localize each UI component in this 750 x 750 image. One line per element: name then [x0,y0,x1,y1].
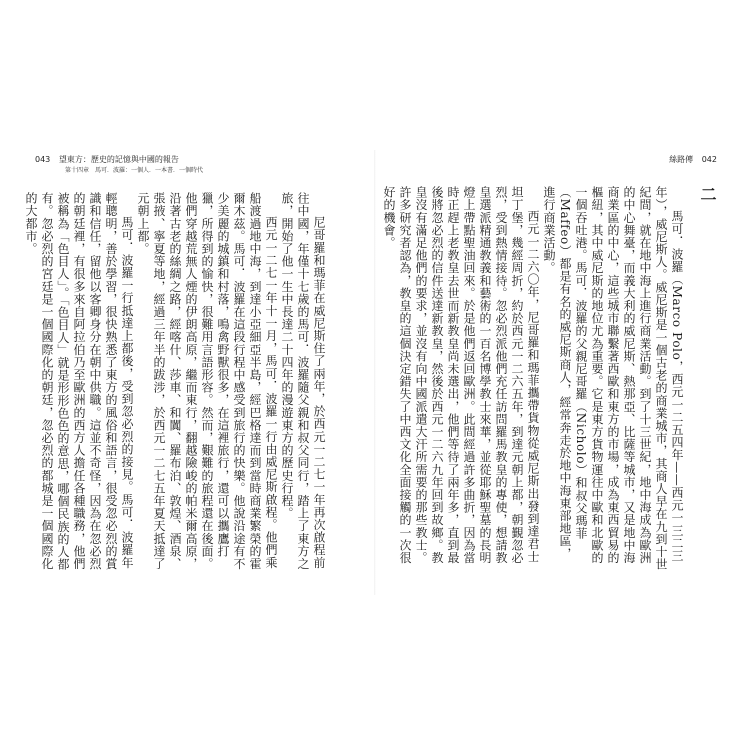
section-number: 二 [698,186,717,203]
right-paragraph-2: 西元一二六〇年，尼哥羅和瑪菲攜帶貨物從威尼斯出發到達君士坦丁堡，幾經周折，約於西元一二六五年，到達元朝上都，朝覲忽必烈，受到熱情接待。忽必烈派他們充任訪問羅馬教皇的專使，想請教皇選派精通教義和藝術的一百名博學教士來華，並從耶穌聖墓的長明燈上帶點聖油回來。於是他們返回歐洲。此間經過許多曲折，因為當時正趕上老教皇去世而新教皇尚未選出，他們等待了兩年多，直到最後將忽必烈的信件送達新教皇，然後於西元一二六九年回到故鄉。教皇沒有滿足他們的要求，並沒有向中國派遣大汗所需要的那些教士。許多研究者認為，教皇的這個決定錯失了中西文化全面接觸的一次很好的機會。 [382,186,540,564]
book-spread [23,150,727,595]
right-paragraph-1: 馬可．波羅（Marco Polo，西元一二五四年——西元一三二三年），威尼斯人。威尼斯是一個古老的商業城市，其商人早在九到十世紀間，就在地中海上進行商業活動。到了十三世紀，地中海成為歐洲的中心舞臺，而義大利的威尼斯、熱那亞、比薩等城市，又是地中海商業區的中心，這些城市聯繫著西歐和東方的市場，成為東西貿易的樞紐，其中威尼斯的地位尤為重要。它是東方貨物運往中歐和北歐的一個吞吐港。馬可．波羅的父親尼哥羅（Nicholo）和叔父瑪菲（Maffeo）都是有名的威尼斯商人，經常奔走於地中海東部地區，進行商業活動。 [542,186,684,571]
left-page-number: 043 [35,155,51,164]
left-body-text [24,192,327,572]
left-paragraph-2: 西元一二七一年十一月，馬可．波羅一行由威尼斯啟程。他們乘船渡過地中海，到達小亞細亞半島，經巴格達而到當時商業繁榮的霍爾木茲。馬可．波羅在這段行程中感受到旅行的快樂。他說沿途有不少美麗的城鎮和村落，鳴禽野獸很多，在這裡旅行，還可以攜鷹打獵，所得到的愉快，很難用言語形容。然而，艱難的旅程還在後面。他們穿越荒無人煙的伊朗高原，繼而東行，翻越險峻的帕米爾高原，沿著古老的絲綢之路，經喀什、莎車、和闐、羅布泊、敦煌、酒泉、張掖、寧夏等地，經過三年半的跋涉，於西元一二七五年夏天抵達了元朝上都。 [136,192,278,570]
right-body-text [382,186,717,571]
left-page [23,150,375,595]
right-page [375,150,727,595]
right-running-head [669,154,717,165]
left-paragraph-3: 馬可．波羅一行抵達上都後，受到忽必烈的接見。馬可．波羅年輕聰明，善於學習，很快熟悉了東方的風俗和語言，很受忽必烈的賞識和信任，留他以客卿身分在朝中供職。這並不奇怪，因為在忽必烈的朝廷裡，有很多來自阿拉伯乃至歐洲的西方人擔任各種職務，他們被稱為「色目人」。「色目人」就是形形色色的意思，哪個民族的人都有。忽必烈的宮廷是一個國際化的朝廷，忽必烈的都城是一個國際化的大都市。 [24,192,134,571]
left-paragraph-1: 尼哥羅和瑪菲在威尼斯住了兩年，於西元一二七一年再次啟程前往中國，年僅十七歲的馬可．波羅隨父親和叔父同行，踏上了東方之旅，開始了他一生中長達二十四年的漫遊東方的歷史行程。 [280,192,326,570]
right-running-title: 絲路傳 [669,155,694,164]
left-running-title: 望東方：歷史的記憶與中國的報告 [58,155,179,164]
left-chapter-subtitle: 第十四章 馬可．波羅：一個人．一本書．一個時代 [65,167,204,174]
left-running-head [35,154,179,165]
right-page-number: 042 [701,155,717,164]
